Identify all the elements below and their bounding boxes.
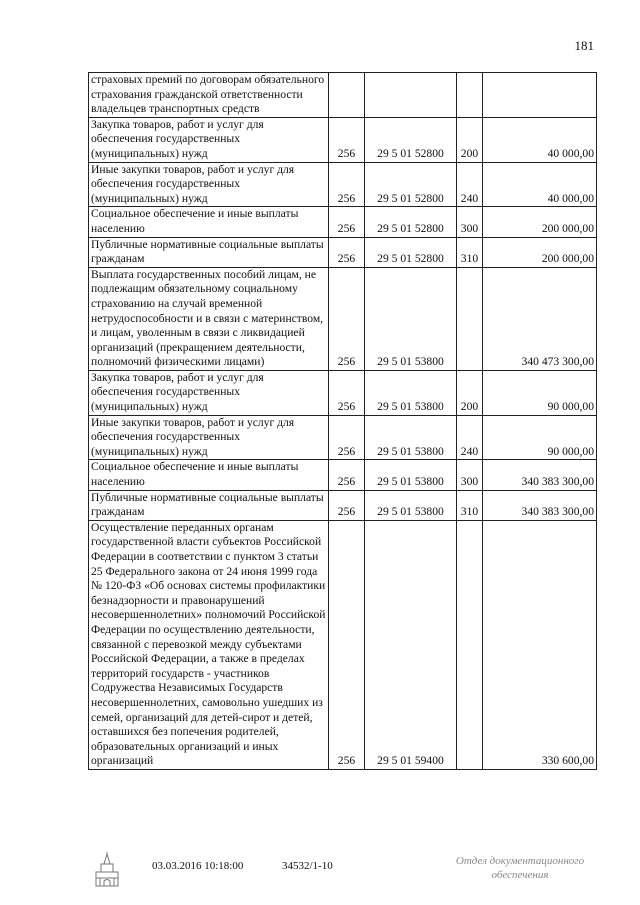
row-code: 256 (329, 237, 365, 267)
row-type: 200 (457, 370, 483, 415)
row-sum: 340 383 300,00 (483, 490, 597, 520)
page-number: 181 (574, 38, 594, 53)
row-type: 200 (457, 117, 483, 162)
row-name: Иные закупки товаров, работ и услуг для обеспечения государственных (муниципальных) нужд (89, 162, 329, 207)
row-type (457, 73, 483, 118)
row-code: 256 (329, 415, 365, 460)
row-type: 240 (457, 162, 483, 207)
row-name: Публичные нормативные социальные выплаты гражданам (89, 237, 329, 267)
row-target (365, 73, 457, 118)
kremlin-emblem-icon (92, 852, 122, 891)
row-code: 256 (329, 520, 365, 769)
row-sum: 330 600,00 (483, 520, 597, 769)
print-datetime: 03.03.2016 10:18:00 (152, 860, 244, 872)
row-name: Социальное обеспечение и иные выплаты населению (89, 460, 329, 490)
row-name: Публичные нормативные социальные выплаты гражданам (89, 490, 329, 520)
row-type: 310 (457, 237, 483, 267)
row-sum: 340 473 300,00 (483, 267, 597, 370)
row-type: 300 (457, 207, 483, 237)
row-type: 310 (457, 490, 483, 520)
row-target: 29 5 01 52800 (365, 162, 457, 207)
table-row (89, 207, 597, 237)
row-code: 256 (329, 267, 365, 370)
row-sum: 40 000,00 (483, 117, 597, 162)
table-row (89, 520, 597, 769)
row-type: 300 (457, 460, 483, 490)
row-type (457, 520, 483, 769)
row-type: 240 (457, 415, 483, 460)
row-code: 256 (329, 370, 365, 415)
row-code: 256 (329, 460, 365, 490)
row-target: 29 5 01 53800 (365, 415, 457, 460)
row-target: 29 5 01 59400 (365, 520, 457, 769)
row-target: 29 5 01 53800 (365, 460, 457, 490)
table-row (89, 117, 597, 162)
stamp-line: Отдел документационного (455, 855, 585, 867)
row-target: 29 5 01 52800 (365, 237, 457, 267)
row-target: 29 5 01 52800 (365, 207, 457, 237)
row-code: 256 (329, 207, 365, 237)
row-sum: 90 000,00 (483, 415, 597, 460)
row-target: 29 5 01 53800 (365, 267, 457, 370)
department-stamp (440, 854, 600, 882)
table-row (89, 73, 597, 118)
row-name: Осуществление переданных органам государственной власти субъектов Российской Федерации в соответствии с пунктом 3 статьи 25 Федерального закона от 24 июня 1999 года № 120-ФЗ «Об основах системы профилактики безнадзорности и правонарушений несовершеннолетних» полномочий Российской Федерации по осуществлению деятельности, связанной с перевозкой между субъектами Российской Федерации, а также в пределах территорий государств - участников Содружества Независимых Государств несовершеннолетних, самовольно ушедших из семей, организаций для детей-сирот и детей, оставшихся без попечения родителей, образовательных организаций и иных организаций (89, 520, 329, 769)
row-name: Выплата государственных пособий лицам, не подлежащим обязательному социальному страхованию на случай временной нетрудоспособности и в связи с материнством, и лицам, уволенным в связи с ликвидацией организаций (прекращением деятельности, полномочий физическими лицами) (89, 267, 329, 370)
row-code: 256 (329, 490, 365, 520)
row-sum: 200 000,00 (483, 237, 597, 267)
table-row (89, 267, 597, 370)
row-code (329, 73, 365, 118)
table-row (89, 460, 597, 490)
table-row (89, 162, 597, 207)
document-number: 34532/1-10 (282, 860, 333, 872)
page-footer (0, 852, 640, 892)
table-row (89, 237, 597, 267)
row-code: 256 (329, 117, 365, 162)
row-sum (483, 73, 597, 118)
row-name: Закупка товаров, работ и услуг для обеспечения государственных (муниципальных) нужд (89, 370, 329, 415)
table-row (89, 490, 597, 520)
stamp-line: обеспечения (491, 869, 549, 881)
row-type (457, 267, 483, 370)
row-sum: 40 000,00 (483, 162, 597, 207)
row-name: Закупка товаров, работ и услуг для обеспечения государственных (муниципальных) нужд (89, 117, 329, 162)
row-name: Иные закупки товаров, работ и услуг для обеспечения государственных (муниципальных) нужд (89, 415, 329, 460)
table-row (89, 415, 597, 460)
row-name: Социальное обеспечение и иные выплаты населению (89, 207, 329, 237)
row-target: 29 5 01 53800 (365, 370, 457, 415)
budget-table (88, 72, 597, 770)
table-row (89, 370, 597, 415)
row-sum: 90 000,00 (483, 370, 597, 415)
row-sum: 200 000,00 (483, 207, 597, 237)
row-target: 29 5 01 53800 (365, 490, 457, 520)
row-sum: 340 383 300,00 (483, 460, 597, 490)
row-code: 256 (329, 162, 365, 207)
row-target: 29 5 01 52800 (365, 117, 457, 162)
row-name: страховых премий по договорам обязательного страхования гражданской ответственности владельцев транспортных средств (89, 73, 329, 118)
